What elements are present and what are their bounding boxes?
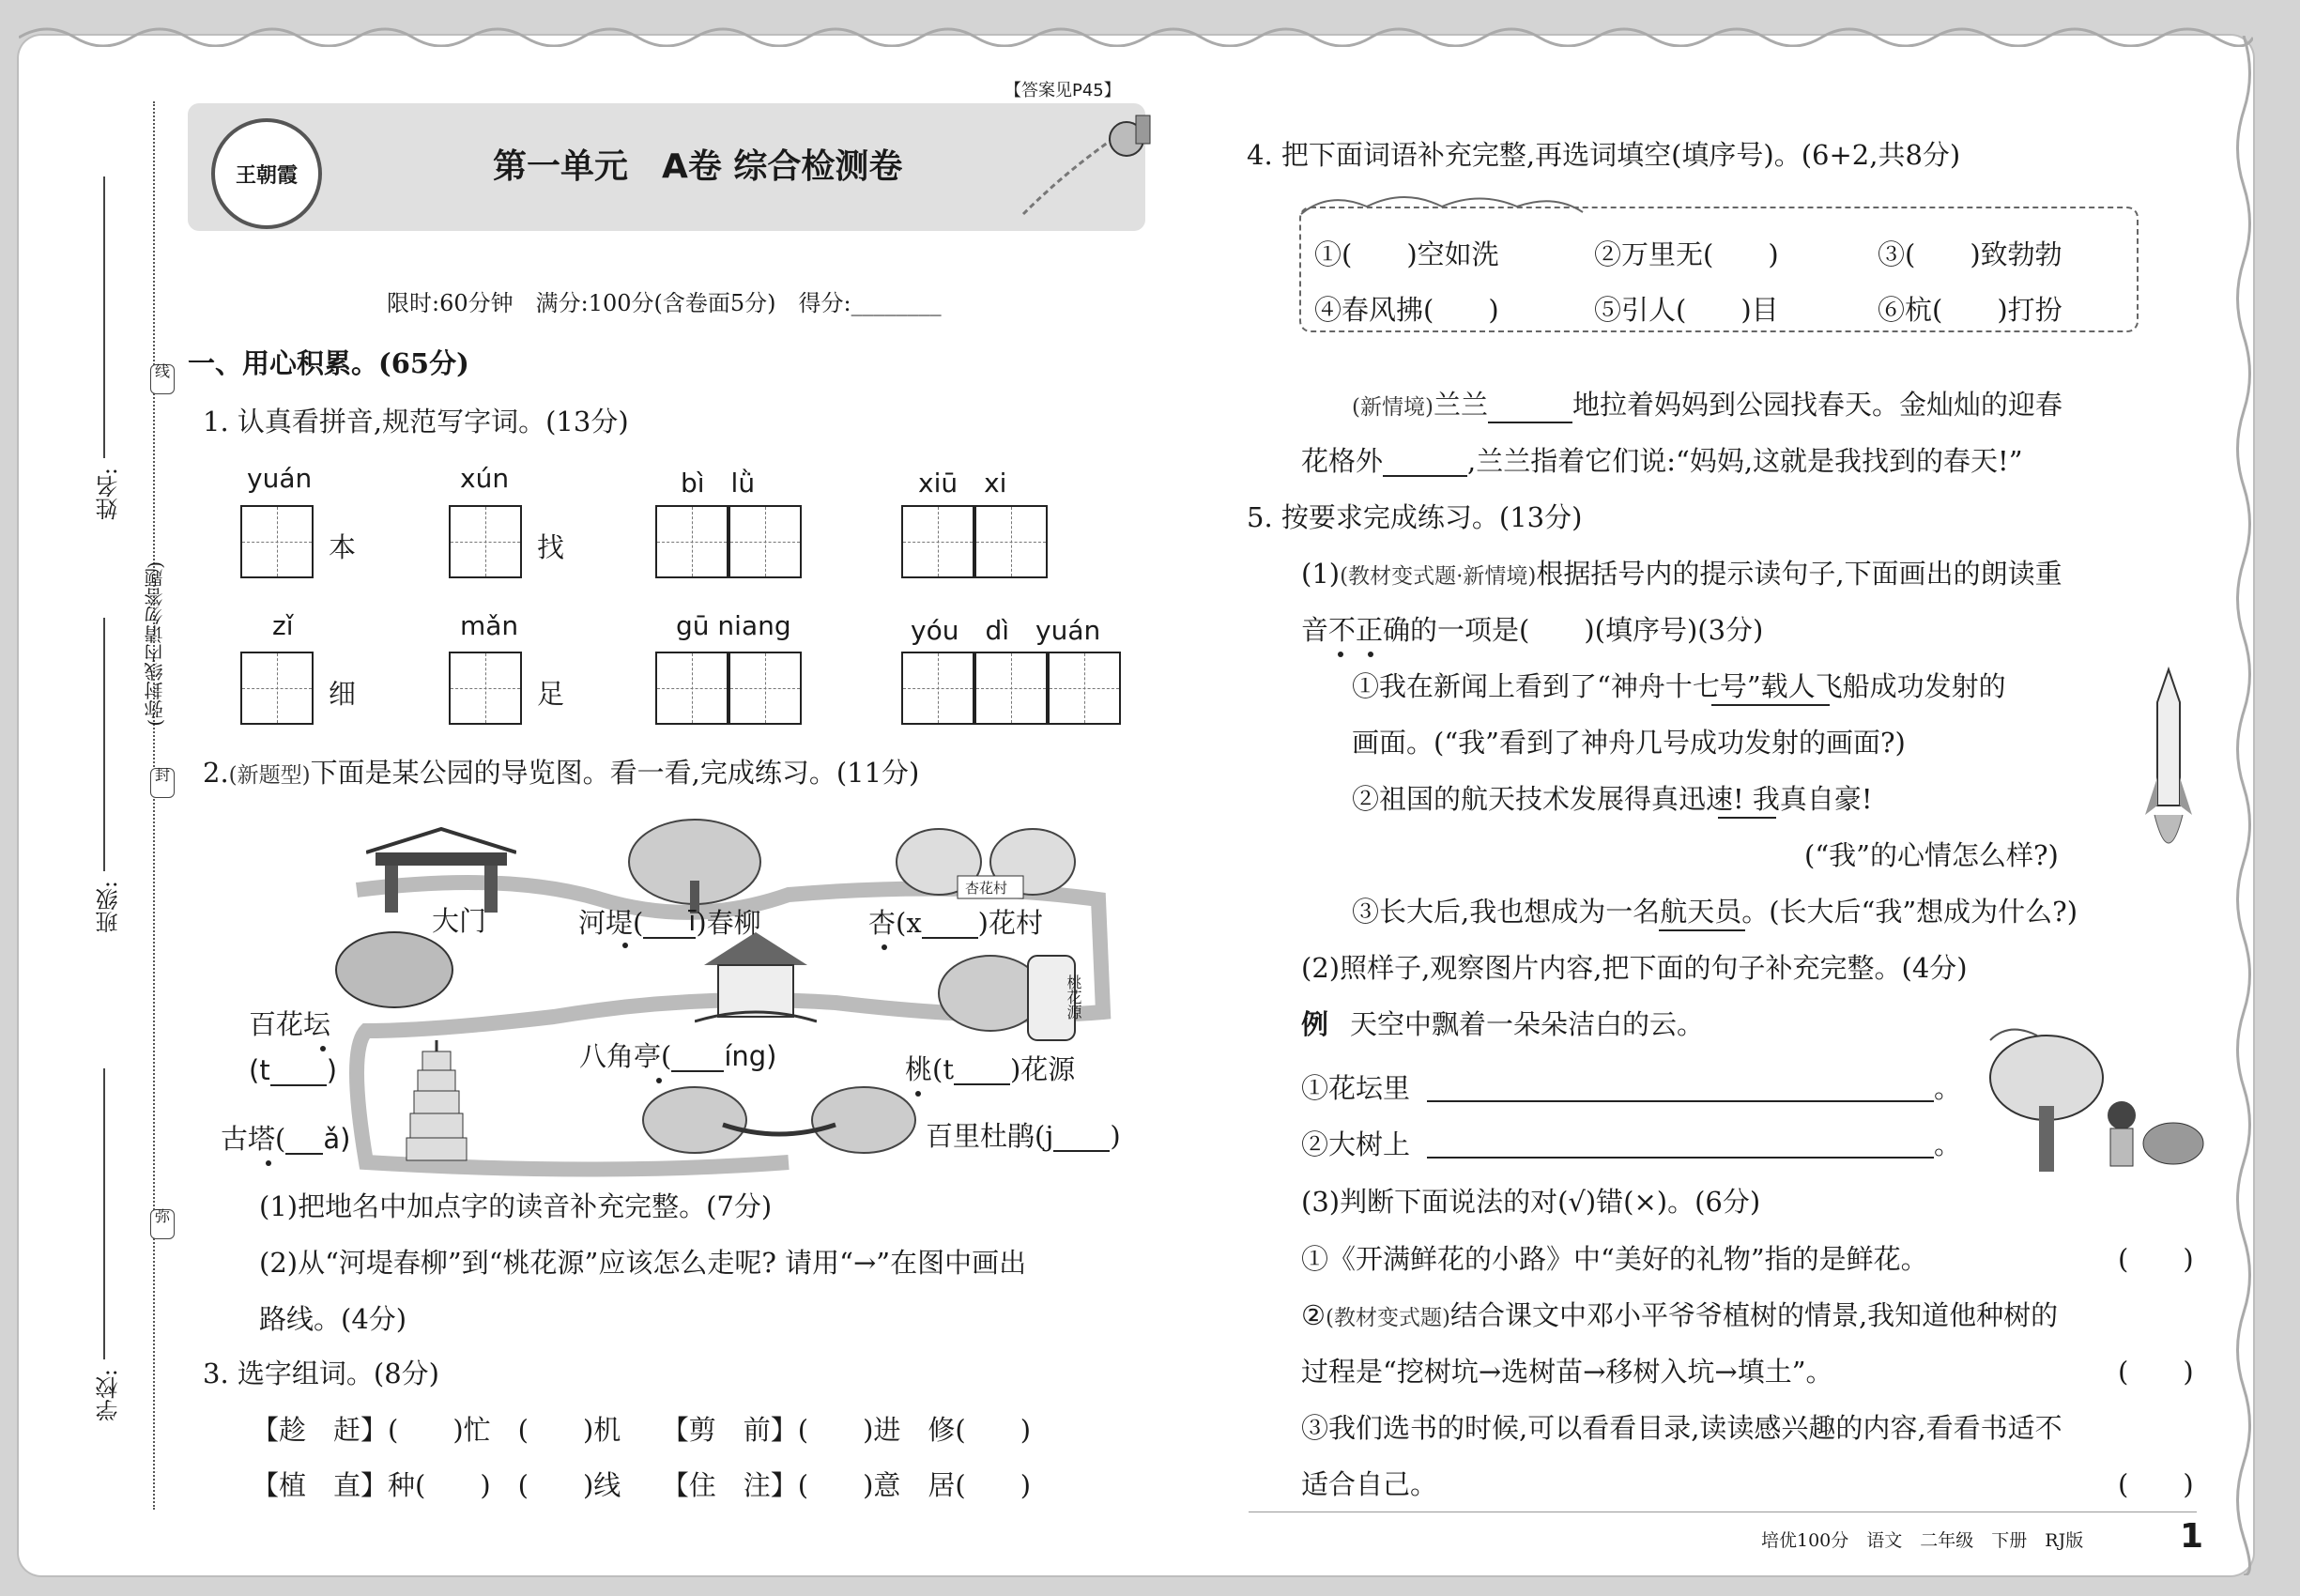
blank-peach[interactable] [954, 1083, 1010, 1085]
exam-sheet [19, 36, 2253, 1575]
q3-row1: 【趁 赶】( )忙 ( )机 【剪 前】( )进 修( ) [252, 1414, 1032, 1446]
pinyin-xun: xún [460, 463, 510, 494]
judge-1: ①《开满鲜花的小路》中“美好的礼物”指的是鲜花。 [1301, 1243, 1928, 1275]
fill-flowerbed: ①花坛里 [1301, 1072, 1411, 1104]
writing-box[interactable] [240, 505, 314, 578]
map-peach: 桃(t )花源 [905, 1053, 1076, 1085]
judge-2a: ②(教材变式题)结合课文中邓小平爷爷植树的情景,我知道他种树的 [1301, 1299, 2059, 1331]
logo [211, 118, 322, 229]
emphasis-dot [320, 1046, 326, 1051]
sentence-1a: ①我在新闻上看到了“神舟十七号”载人飞船成功发射的 [1352, 670, 2006, 702]
word-5: ⑤引人( )目 [1594, 294, 1779, 326]
peach-garden-icon [934, 946, 1084, 1050]
char-zu: 足 [537, 678, 565, 710]
underline-s3 [1659, 929, 1745, 931]
blank-q4-1[interactable] [1488, 422, 1572, 423]
emphasis-dot [656, 1078, 662, 1083]
question-5: 5. 按要求完成练习。(13分) [1247, 501, 1583, 533]
emphasis-dot [1368, 652, 1373, 657]
question-2 [203, 757, 919, 791]
writing-box[interactable] [974, 505, 1048, 578]
judge-2b: 过程是“挖树坑→选树苗→移树入坑→填土”。 [1301, 1356, 1833, 1388]
apricot-village-icon [892, 824, 1080, 918]
writing-box[interactable] [655, 505, 728, 578]
sentence-1b: 画面。(“我”看到了神舟几号成功发射的画面?) [1352, 727, 1906, 759]
q5-1-line1: (1)(教材变式题·新情境)根据括号内的提示读句子,下面画出的朗读重 [1301, 558, 2062, 590]
school-label: 学校: [96, 1369, 122, 1422]
writing-box[interactable] [901, 505, 974, 578]
emphasis-dot [1338, 652, 1343, 657]
blank-azalea[interactable] [1053, 1150, 1110, 1152]
q4-context-line1: (新情境)兰兰 地拉着妈妈到公园找春天。金灿灿的迎春 [1352, 389, 2062, 423]
binding-line [153, 101, 155, 1510]
fill-tree: ②大树上 [1301, 1128, 1411, 1160]
tower-icon [399, 1040, 474, 1162]
q3-row2: 【植 直】种( ) ( )线 【住 注】( )意 居( ) [252, 1469, 1032, 1501]
footer-text: 培优100分 语文 二年级 下册 RJ版 [1761, 1530, 2084, 1551]
wavy-border-right [2230, 36, 2258, 1575]
writing-box[interactable] [974, 652, 1048, 725]
sentence-3: ③长大后,我也想成为一名航天员。(长大后“我”想成为什么?) [1352, 896, 2078, 928]
school-field[interactable] [103, 1068, 105, 1359]
emphasis-dot [622, 943, 628, 948]
name-field[interactable] [103, 176, 105, 458]
sentence-2a: ②祖国的航天技术发展得真迅速! 我真自豪! [1352, 783, 1873, 815]
q2-number: 2. [203, 757, 229, 789]
judge-3a: ③我们选书的时候,可以看看目录,读读感兴趣的内容,看看书适不 [1301, 1412, 2062, 1444]
willow-icon [620, 815, 789, 918]
writing-box[interactable] [728, 505, 802, 578]
judge-1-paren[interactable]: ( ) [2118, 1243, 2194, 1275]
map-willow: 河堤( ī)春柳 [578, 905, 761, 939]
answer-ref: 【答案见P45】 [1004, 81, 1121, 100]
bridge-icon [638, 1078, 920, 1162]
q2-part2a: (2)从“河堤春柳”到“桃花源”应该怎么走呢? 请用“→”在图中画出 [259, 1247, 1027, 1279]
emphasis-dot [882, 944, 887, 950]
question-3: 3. 选字组词。(8分) [203, 1358, 439, 1389]
map-pavilion: 八角亭( íng) [579, 1040, 777, 1072]
word-4: ④春风拂( ) [1314, 294, 1499, 326]
wavy-border-top [19, 19, 2253, 47]
writing-box[interactable] [240, 652, 314, 725]
map-azalea: 百里杜鹃(j ) [926, 1120, 1121, 1152]
writing-box[interactable] [449, 505, 522, 578]
writing-box[interactable] [655, 652, 728, 725]
class-label: 班级: [96, 881, 122, 934]
pinyin-xiuxi: xiū xi [918, 468, 1007, 499]
blank-apricot[interactable] [922, 937, 978, 939]
exam-info: 限时:60分钟 满分:100分(含卷面5分) 得分:________ [387, 290, 942, 316]
cloud-icon [1292, 186, 1592, 223]
rocket-illustration [1014, 111, 1155, 223]
underline-s2 [1718, 817, 1776, 819]
example-text: 天空中飘着一朵朵洁白的云。 [1350, 1008, 1705, 1040]
q2-text: 下面是某公园的导览图。看一看,完成练习。(11分) [310, 757, 920, 789]
mark-mi: 弥 [150, 1209, 175, 1239]
pinyin-yuan: yuán [247, 463, 313, 494]
q5-2: (2)照样子,观察图片内容,把下面的句子补充完整。(4分) [1301, 952, 1968, 984]
answer-line-2[interactable] [1427, 1157, 1934, 1159]
q5-1-line2: 音不正确的一项是( )(填序号)(3分) [1301, 614, 1764, 646]
map-gate: 大门 [432, 905, 487, 937]
emphasis-dot [266, 1160, 271, 1166]
blank-flowerbed[interactable] [270, 1084, 327, 1086]
q4-context-line2: 花格外 ,兰兰指着它们说:“妈妈,这就是我找到的春天!” [1301, 445, 2023, 477]
class-field[interactable] [103, 618, 105, 871]
q5-3: (3)判断下面说法的对(√)错(×)。(6分) [1301, 1186, 1761, 1218]
mark-feng: 封 [150, 768, 175, 798]
pinyin-guniang: gū niang [676, 610, 791, 641]
example-label: 例 [1301, 1008, 1329, 1040]
rocket-icon [2140, 665, 2197, 871]
q2-part2b: 路线。(4分) [259, 1303, 407, 1335]
binding-note: (弥封线内请勿答题) [144, 561, 166, 727]
word-1: ①( )空如洗 [1314, 238, 1499, 270]
period-1: 。 [1934, 1072, 1962, 1104]
map-apricot: 杏(x )花村 [868, 907, 1043, 939]
mark-xian: 线 [150, 364, 175, 394]
pinyin-bilv: bì lǜ [681, 468, 756, 499]
word-3: ③( )致勃勃 [1878, 238, 2062, 270]
blank-willow[interactable]: ī [643, 905, 696, 939]
pinyin-zi: zǐ [272, 610, 294, 641]
tree-girl-illustration [1971, 1012, 2206, 1181]
sign-peach: 桃花源 [1065, 974, 1082, 1020]
writing-box[interactable] [449, 652, 522, 725]
map-flowerbed-py: (t ) [249, 1054, 338, 1086]
underline-s1 [1711, 704, 1830, 706]
pinyin-man: mǎn [460, 610, 519, 641]
section-1-heading: 一、用心积累。(65分) [188, 347, 469, 379]
logo-text: 王朝霞 [235, 163, 298, 188]
page-title: 第一单元 A卷 综合检测卷 [493, 147, 903, 186]
judge-2-paren[interactable]: ( ) [2118, 1356, 2194, 1388]
judge-3-paren[interactable]: ( ) [2118, 1468, 2194, 1500]
map-tower: 古塔( ǎ) [221, 1123, 351, 1155]
writing-box[interactable] [728, 652, 802, 725]
map-flowerbed: 百花坛 [249, 1008, 331, 1040]
char-zhao: 找 [537, 531, 565, 563]
q2-part1: (1)把地名中加点字的读音补充完整。(7分) [259, 1190, 773, 1222]
period-2: 。 [1934, 1128, 1962, 1160]
emphasis-dot [915, 1091, 921, 1097]
pavilion-icon [695, 928, 817, 1040]
blank-pavilion[interactable] [671, 1070, 724, 1072]
word-2: ②万里无( ) [1594, 238, 1779, 270]
writing-box[interactable] [1048, 652, 1121, 725]
gate-icon [366, 824, 516, 918]
blank-tower[interactable] [285, 1153, 323, 1155]
char-ben: 本 [329, 531, 357, 563]
question-4: 4. 把下面词语补充完整,再选词填空(填序号)。(6+2,共8分) [1247, 139, 1961, 171]
writing-box[interactable] [901, 652, 974, 725]
answer-line-1[interactable] [1427, 1100, 1934, 1102]
pinyin-youdiyuan: yóu dì yuán [911, 615, 1101, 646]
sentence-2b: (“我”的心情怎么样?) [1804, 839, 2059, 871]
name-label: 姓名: [96, 468, 122, 521]
q2-tag: (新题型) [228, 763, 311, 788]
page-number: 1 [2180, 1517, 2204, 1556]
judge-3b: 适合自己。 [1301, 1468, 1438, 1500]
char-xi: 细 [329, 678, 357, 710]
blank-q4-2[interactable] [1383, 475, 1467, 477]
sign-apricot: 杏花村 [965, 880, 1008, 897]
question-1: 1. 认真看拼音,规范写字词。(13分) [203, 406, 629, 437]
word-6: ⑥杭( )打扮 [1878, 294, 2062, 326]
